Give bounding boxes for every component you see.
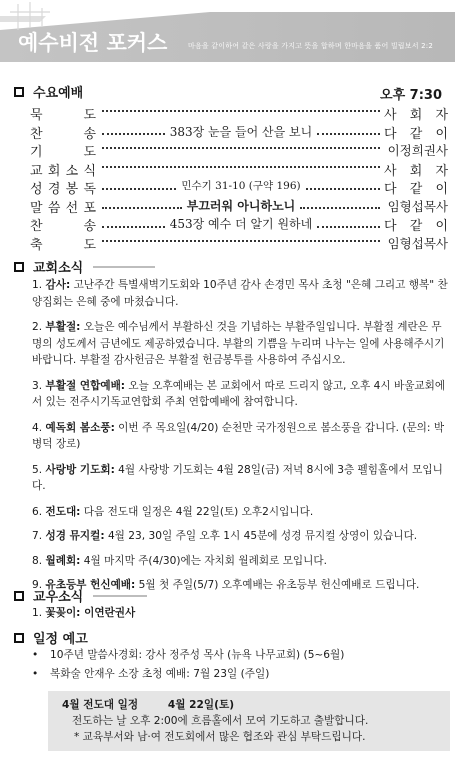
worship-row-label: 말 씀 선 포 — [30, 200, 96, 216]
worship-row-label: 성 경 봉 독 — [30, 182, 96, 197]
banner-subtitle: 마음을 같이하여 같은 사랑을 가지고 뜻을 합하며 한마음을 품어 빌립보서 2:2 — [188, 42, 433, 50]
worship-row — [30, 215, 448, 234]
dotted-leader — [102, 160, 380, 168]
worship-row — [30, 234, 448, 253]
worship-row-text: 민수기 31-10 (구약 196) — [181, 180, 301, 192]
worship-row — [30, 197, 448, 216]
worship-heading-text: 수요예배 — [33, 86, 84, 101]
worship-row — [30, 178, 448, 197]
dotted-leader — [102, 104, 380, 112]
evangelism-notice — [48, 691, 450, 751]
staff-list — [32, 605, 450, 622]
dotted-leader — [306, 182, 380, 190]
worship-row-person: 사 회 자 — [384, 163, 448, 179]
dotted-leader — [102, 201, 182, 209]
worship-order — [30, 104, 448, 252]
list-item: 2. 부활절: 오늘은 예수님께서 부활하신 것을 기념하는 부활주일입니다. 부활절 계란은 무명의 성도께서 금년에도 제공하였습니다. 부활의 기쁨을 누리며 나누는 일에 사용해주시기 바랍니다. 부활절 감사헌금은 부활절 헌금봉투를 사용하여 주십시오. — [32, 321, 445, 366]
worship-row-label: 묵 도 — [30, 108, 96, 123]
notice-line: * 교육부서와 남·여 전도회에서 많은 협조와 관심 부탁드립니다. — [74, 731, 366, 743]
worship-time: 오후 7:30 — [380, 88, 442, 103]
worship-heading — [14, 82, 83, 101]
dotted-leader — [102, 182, 176, 190]
checkbox-square-icon — [14, 591, 24, 601]
worship-row — [30, 141, 448, 160]
worship-row — [30, 104, 448, 123]
news-heading-text: 교회소식 — [33, 261, 84, 276]
list-item: 9. 유초등부 헌신예배: 5월 첫 주일(5/7) 오후예배는 유초등부 헌신예배로 드립니다. — [32, 579, 420, 591]
sermon-title: 부끄러워 아니하노니 — [186, 198, 296, 213]
worship-row-person: 다 같 이 — [384, 219, 448, 234]
list-item: 4. 예독회 봄소풍: 이번 주 목요일(4/20) 순천만 국가정원으로 봄소풍을 갑니다. (문의: 박병덕 장로) — [32, 421, 445, 450]
worship-row-person: 다 같 이 — [384, 182, 448, 197]
schedule-heading — [14, 628, 88, 647]
heading-rule — [93, 595, 147, 597]
worship-row-person: 다 같 이 — [384, 126, 448, 142]
worship-row-text: 383장 눈을 들어 산을 보니 — [169, 124, 313, 139]
banner-title: 예수비전 포커스 — [18, 31, 168, 55]
list-item: • 10주년 말씀사경회: 강사 정주성 목사 (뉴욕 나무교회) (5~6월) — [32, 646, 450, 665]
checkbox-square-icon — [14, 87, 24, 97]
dotted-leader — [317, 127, 380, 135]
staff-heading-text: 교우소식 — [33, 590, 84, 605]
worship-row-person: 이정희권사 — [387, 143, 448, 158]
worship-row-person: 임형섭목사 — [387, 235, 448, 251]
worship-row — [30, 123, 448, 142]
dotted-leader — [102, 127, 165, 135]
list-item: • 복화술 안재우 소장 초청 예배: 7월 23일 (주일) — [32, 665, 450, 684]
notice-date: 4월 22일(토) — [167, 699, 235, 711]
dotted-leader — [300, 201, 380, 209]
worship-row-text: 453장 예수 더 알기 원하네 — [169, 217, 313, 231]
list-item: 3. 부활절 연합예배: 오늘 오후예배는 본 교회에서 따로 드리지 않고, 오후 4시 바울교회에서 있는 전주시기독교연합회 주최 연합예배에 참여합니다. — [32, 379, 446, 408]
list-item: 6. 전도대: 다음 전도대 일정은 4월 22일(토) 오후2시입니다. — [32, 505, 314, 518]
list-item: 1. 감사: 고난주간 특별새벽기도회와 10주년 감사 손경민 목사 초청 "은혜 그리고 행복" 찬양집회는 은혜 중에 마쳤습니다. — [32, 279, 448, 308]
schedule-list — [32, 646, 450, 684]
checkbox-square-icon — [14, 262, 24, 272]
worship-row-person: 사 회 자 — [384, 108, 448, 123]
list-item: 7. 성경 뮤지컬: 4월 23, 30일 주일 오후 1시 45분에 성경 뮤지컬 상영이 있습니다. — [32, 530, 418, 542]
notice-title-line — [62, 697, 436, 713]
checkbox-square-icon — [14, 633, 24, 643]
notice-title: 4월 전도대 일정 — [62, 699, 139, 711]
worship-row-person: 임형섭목사 — [387, 198, 448, 214]
heading-rule — [93, 266, 155, 268]
worship-row — [30, 160, 448, 179]
dotted-leader — [102, 220, 165, 228]
list-item: 1. 꽃꽂이: 이연란권사 — [32, 607, 136, 619]
dotted-leader — [102, 141, 380, 149]
staff-heading — [14, 586, 147, 605]
worship-row-label: 교 회 소 식 — [30, 163, 96, 179]
worship-row-label: 축 도 — [30, 237, 96, 253]
worship-row-label: 기 도 — [30, 145, 96, 160]
header-banner — [0, 0, 468, 62]
dotted-leader — [317, 220, 380, 228]
notice-line: 전도하는 날 오후 2:00에 흐름홀에서 모여 기도하고 출발합니다. — [72, 715, 369, 727]
news-list — [32, 277, 450, 594]
dotted-leader — [102, 234, 380, 242]
schedule-heading-text: 일정 예고 — [33, 632, 88, 647]
worship-row-label: 찬 송 — [30, 219, 96, 234]
news-heading — [14, 257, 155, 276]
list-item: 5. 사랑방 기도회: 4월 사랑방 기도회는 4월 28일(금) 저녁 8시에 3층 펠힘홀에서 모입니다. — [32, 463, 443, 492]
worship-row-label: 찬 송 — [30, 126, 96, 142]
list-item: 8. 월례회: 4월 마지막 주(4/30)에는 자치회 월례회로 모입니다. — [32, 554, 327, 567]
